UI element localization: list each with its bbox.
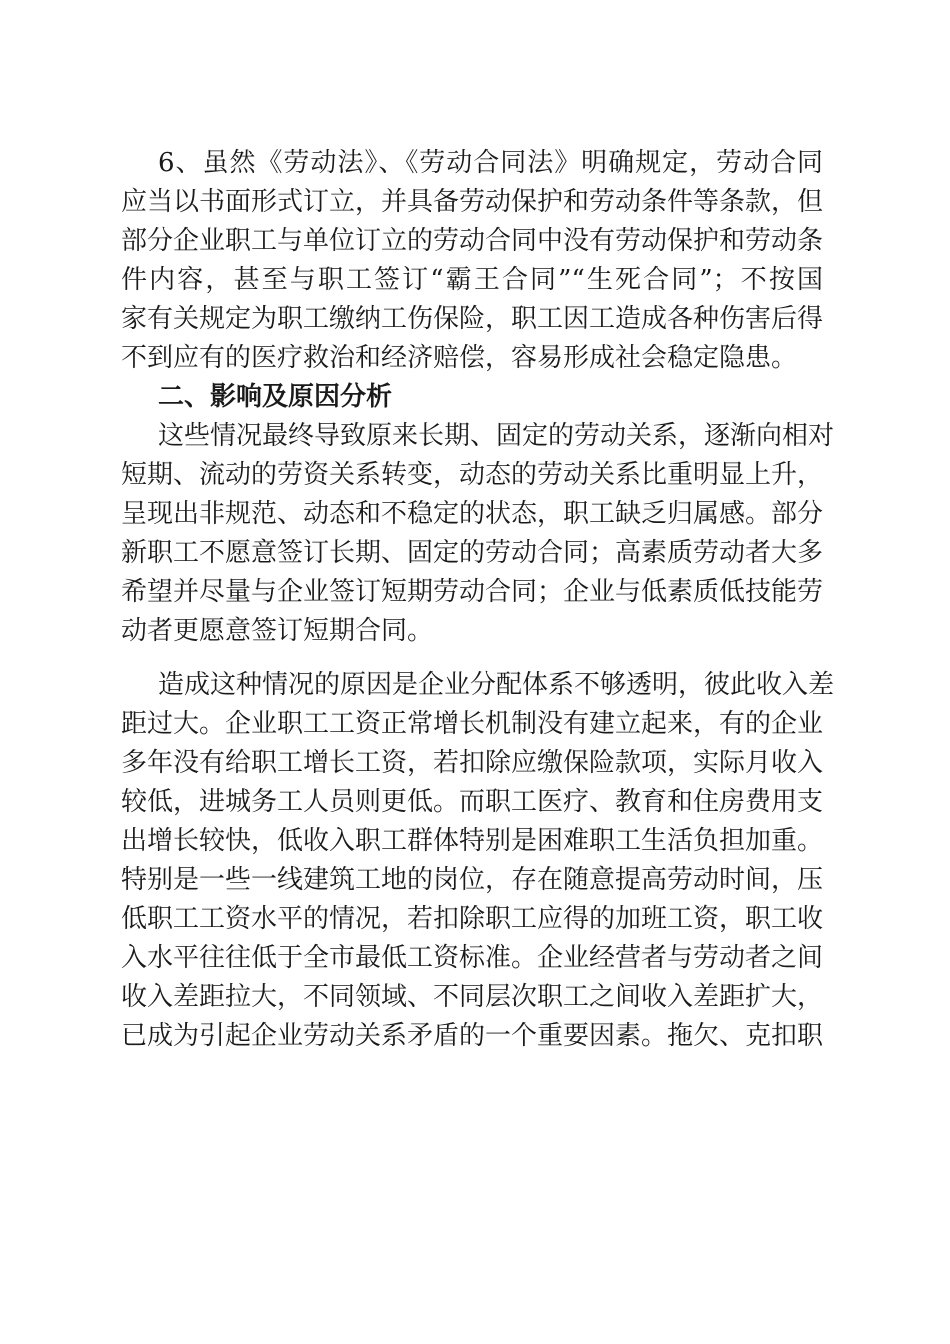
text-line: 低职工工资水平的情况，若扣除职工应得的加班工资，职工收 bbox=[121, 904, 824, 934]
text-line: 6、虽然《劳动法》、《劳动合同法》明确规定，劳动合同 bbox=[158, 148, 823, 178]
text-line: 多年没有给职工增长工资，若扣除应缴保险款项，实际月收入 bbox=[121, 748, 824, 778]
text-line: 呈现出非规范、动态和不稳定的状态，职工缺乏归属感。部分 bbox=[121, 499, 824, 529]
paragraph-cause bbox=[121, 666, 835, 1056]
text-line: 已成为引起企业劳动关系矛盾的一个重要因素。拖欠、克扣职 bbox=[121, 1021, 824, 1051]
section-heading: 二、影响及原因分析 bbox=[158, 382, 393, 412]
text-line: 家有关规定为职工缴纳工伤保险，职工因工造成各种伤害后得 bbox=[121, 304, 824, 334]
text-line: 希望并尽量与企业签订短期劳动合同；企业与低素质低技能劳 bbox=[121, 577, 824, 607]
paragraph-item-6 bbox=[121, 144, 823, 378]
text-line: 应当以书面形式订立，并具备劳动保护和劳动条件等条款，但 bbox=[121, 187, 824, 217]
text-line: 入水平往往低于全市最低工资标准。企业经营者与劳动者之间 bbox=[121, 943, 824, 973]
text-line: 较低，进城务工人员则更低。而职工医疗、教育和住房费用支 bbox=[121, 787, 824, 817]
paragraph-impact bbox=[121, 417, 835, 651]
document-body bbox=[121, 144, 835, 1056]
text-line: 特别是一些一线建筑工地的岗位，存在随意提高劳动时间，压 bbox=[121, 865, 824, 895]
text-line: 不到应有的医疗救治和经济赔偿，容易形成社会稳定隐患。 bbox=[121, 343, 798, 373]
text-line: 造成这种情况的原因是企业分配体系不够透明，彼此收入差 bbox=[158, 670, 835, 700]
text-line: 部分企业职工与单位订立的劳动合同中没有劳动保护和劳动条 bbox=[121, 226, 824, 256]
paragraph-gap bbox=[121, 651, 823, 666]
text-line: 动者更愿意签订短期合同。 bbox=[121, 616, 434, 646]
text-line: 新职工不愿意签订长期、固定的劳动合同；高素质劳动者大多 bbox=[121, 538, 824, 568]
text-line: 这些情况最终导致原来长期、固定的劳动关系，逐渐向相对 bbox=[158, 421, 835, 451]
text-line: 距过大。企业职工工资正常增长机制没有建立起来，有的企业 bbox=[121, 709, 824, 739]
text-line: 件内容，甚至与职工签订“霸王合同”“生死合同”；不按国 bbox=[121, 265, 823, 295]
text-line: 短期、流动的劳资关系转变，动态的劳动关系比重明显上升， bbox=[121, 460, 824, 490]
text-line: 出增长较快，低收入职工群体特别是困难职工生活负担加重。 bbox=[121, 826, 824, 856]
text-line: 收入差距拉大，不同领域、不同层次职工之间收入差距扩大， bbox=[121, 982, 824, 1012]
